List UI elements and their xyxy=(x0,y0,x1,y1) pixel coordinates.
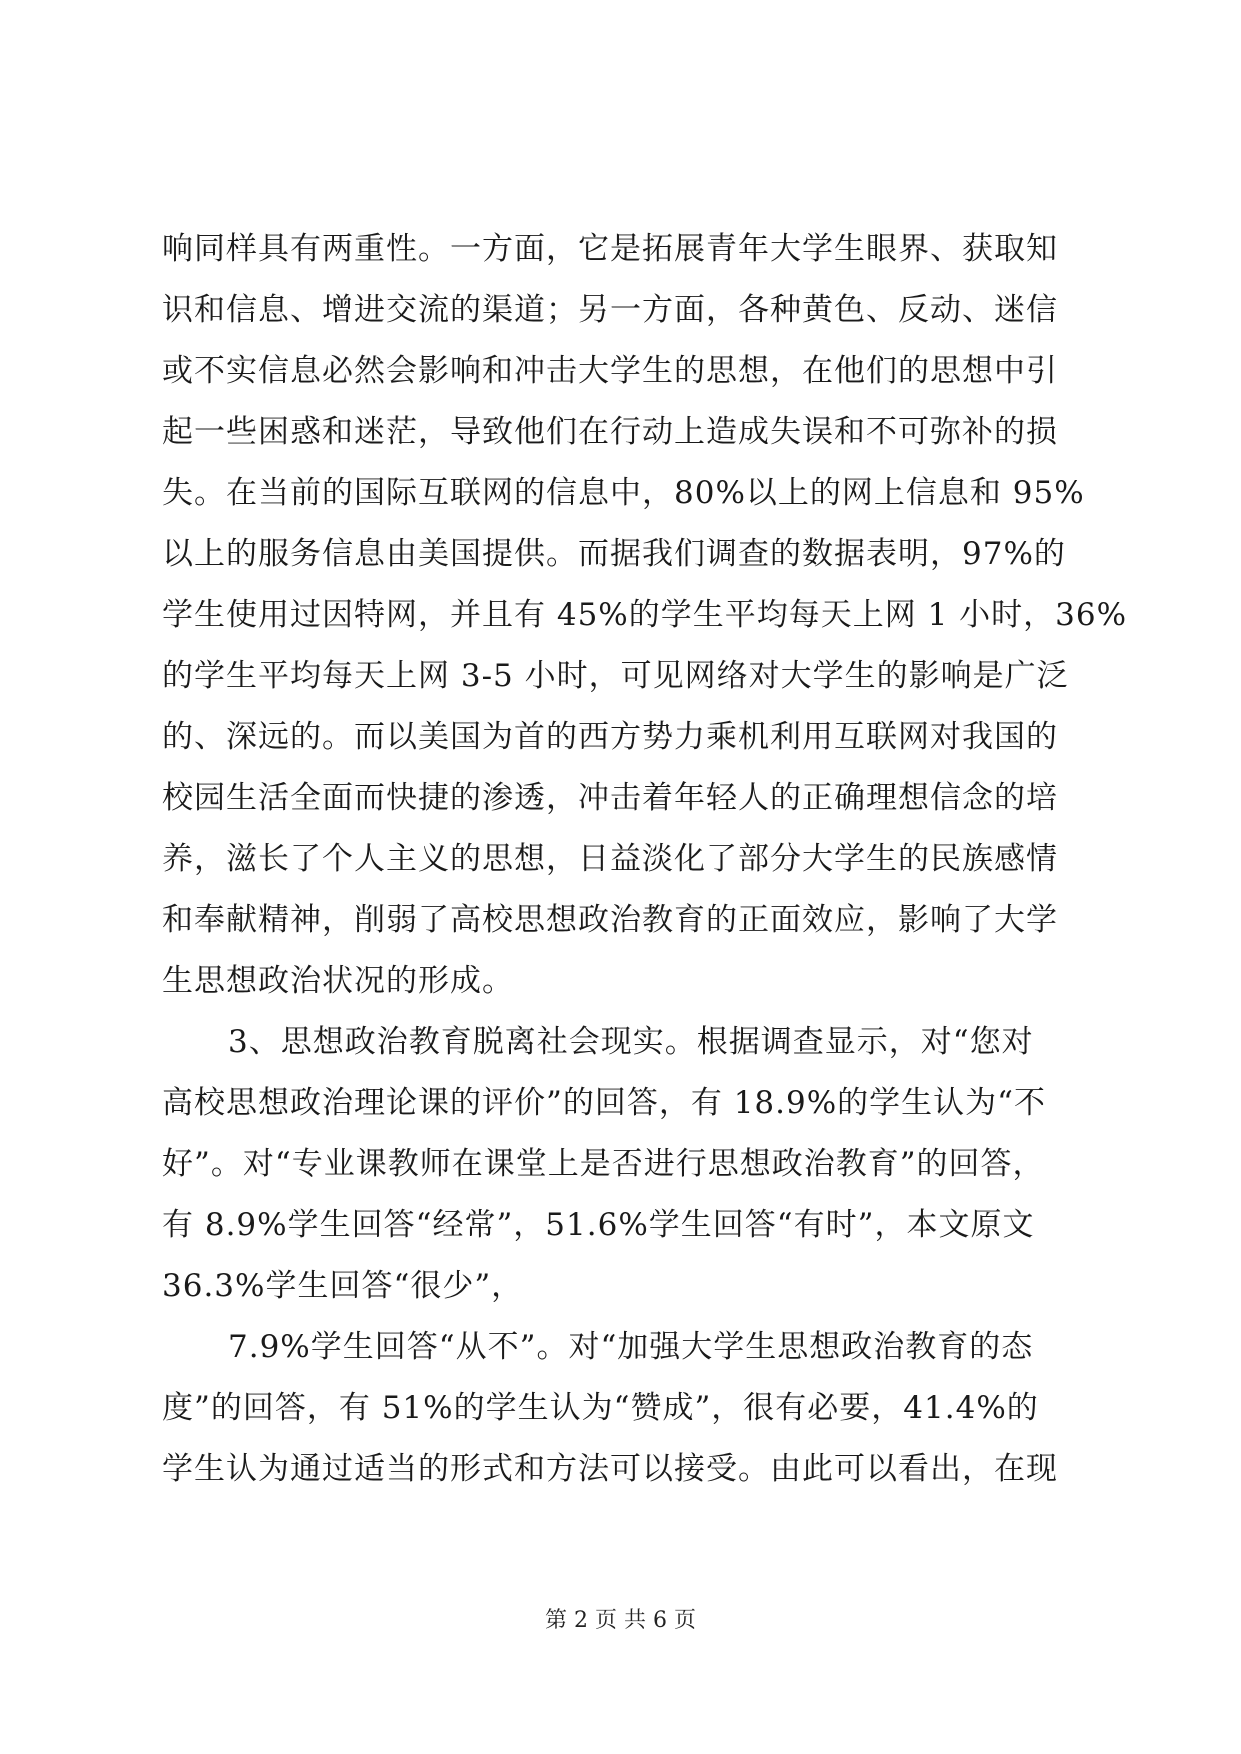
text-line: 的学生平均每天上网 3-5 小时，可见网络对大学生的影响是广泛 xyxy=(162,658,1069,694)
text-line: 生思想政治状况的形成。 xyxy=(162,963,514,999)
text-line: 度”的回答，有 51%的学生认为“赞成”，很有必要，41.4%的 xyxy=(162,1390,1039,1426)
text-line: 3、思想政治教育脱离社会现实。根据调查显示，对“您对 xyxy=(228,1024,1034,1060)
text-line: 起一些困惑和迷茫，导致他们在行动上造成失误和不可弥补的损 xyxy=(162,414,1058,450)
text-line: 高校思想政治理论课的评价”的回答，有 18.9%的学生认为“不 xyxy=(162,1085,1047,1121)
text-line: 7.9%学生回答“从不”。对“加强大学生思想政治教育的态 xyxy=(228,1329,1034,1365)
text-line: 学生使用过因特网，并且有 45%的学生平均每天上网 1 小时，36% xyxy=(162,597,1128,633)
text-line: 好”。对“专业课教师在课堂上是否进行思想政治教育”的回答， xyxy=(162,1146,1045,1182)
text-line: 36.3%学生回答“很少”， xyxy=(162,1268,524,1304)
text-line: 或不实信息必然会影响和冲击大学生的思想，在他们的思想中引 xyxy=(162,353,1058,389)
text-line: 养，滋长了个人主义的思想，日益淡化了部分大学生的民族感情 xyxy=(162,841,1058,877)
text-line: 和奉献精神，削弱了高校思想政治教育的正面效应，影响了大学 xyxy=(162,902,1058,938)
text-line: 响同样具有两重性。一方面，它是拓展青年大学生眼界、获取知 xyxy=(162,231,1058,267)
text-line: 校园生活全面而快捷的渗透，冲击着年轻人的正确理想信念的培 xyxy=(162,780,1058,816)
page-number: 第 2 页 共 6 页 xyxy=(545,1608,696,1633)
text-line: 失。在当前的国际互联网的信息中，80%以上的网上信息和 95% xyxy=(162,475,1085,511)
text-line: 学生认为通过适当的形式和方法可以接受。由此可以看出，在现 xyxy=(162,1451,1058,1487)
text-line: 以上的服务信息由美国提供。而据我们调查的数据表明，97%的 xyxy=(162,536,1066,572)
text-line: 的、深远的。而以美国为首的西方势力乘机利用互联网对我国的 xyxy=(162,719,1058,755)
page-footer xyxy=(0,1606,1241,1636)
text-line: 有 8.9%学生回答“经常”，51.6%学生回答“有时”，本文原文 xyxy=(162,1207,1035,1243)
text-line: 识和信息、增进交流的渠道；另一方面，各种黄色、反动、迷信 xyxy=(162,292,1058,328)
